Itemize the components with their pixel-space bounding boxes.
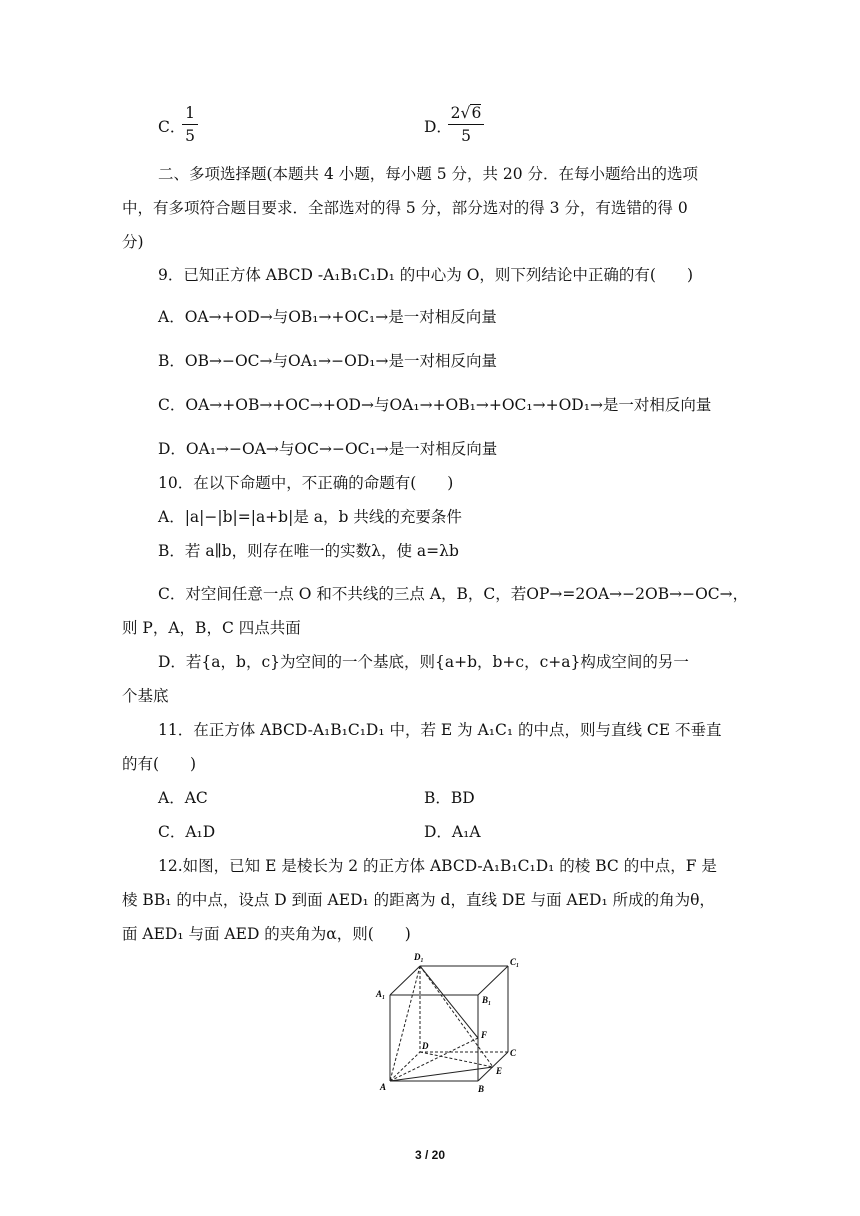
q11-option-d: D．A₁A xyxy=(424,823,481,841)
label-C: C xyxy=(510,1048,517,1058)
q10-option-a: A．|a|−|b|=|a+b|是 a，b 共线的充要条件 xyxy=(158,508,462,526)
q11-option-a: A．AC xyxy=(158,789,208,807)
q11-option-c: C．A₁D xyxy=(158,823,216,841)
q10-option-c-line2: 则 P，A，B，C 四点共面 xyxy=(122,619,301,637)
label-F: F xyxy=(481,1030,488,1040)
q8-option-d-radicand: 6 xyxy=(471,104,482,122)
q8-option-d-fraction: 2√6 5 xyxy=(448,103,484,146)
q10-stem: 10．在以下命题中，不正确的命题有( ) xyxy=(158,474,454,492)
q8-option-d-label: D． xyxy=(424,118,452,136)
q12-line3: 面 AED₁ 与面 AED 的夹角为α，则( ) xyxy=(122,925,411,943)
q9-option-b: B．OB→−OC→与OA₁→−OD₁→是一对相反向量 xyxy=(158,352,497,370)
section2-line1: 二、多项选择题(本题共 4 小题，每小题 5 分，共 20 分．在每小题给出的选项 xyxy=(158,165,699,183)
label-B: B xyxy=(478,1084,485,1094)
q8-option-c-denominator: 5 xyxy=(185,127,195,145)
label-D: D xyxy=(422,1041,429,1051)
q10-option-d-line1: D．若{a，b，c}为空间的一个基底，则{a+b，b+c，c+a}构成空间的另一 xyxy=(158,653,689,671)
label-A: A xyxy=(380,1082,387,1092)
section2-line3: 分) xyxy=(122,233,144,251)
q11-option-b: B．BD xyxy=(424,789,475,807)
label-C1: C₁ xyxy=(510,957,520,967)
q8-option-d-denominator: 5 xyxy=(461,127,471,145)
q10-option-b: B．若 a∥b，则存在唯一的实数λ，使 a=λb xyxy=(158,542,459,560)
q9-option-a: A．OA→+OD→与OB₁→+OC₁→是一对相反向量 xyxy=(158,308,497,326)
label-B1: B₁ xyxy=(482,995,492,1005)
q8-option-d-coef: 2 xyxy=(450,104,461,122)
q11-stem-line2: 的有( ) xyxy=(122,755,197,773)
q10-option-c-line1: C．对空间任意一点 O 和不共线的三点 A，B，C，若OP→=2OA→−2OB→−OC→， xyxy=(158,585,749,603)
q9-option-c: C．OA→+OB→+OC→+OD→与OA₁→+OB₁→+OC₁→+OD₁→是一对相反向量 xyxy=(158,396,712,414)
q9-stem: 9．已知正方体 ABCD -A₁B₁C₁D₁ 的中心为 O，则下列结论中正确的有( ) xyxy=(158,266,693,284)
section2-line2: 中，有多项符合题目要求．全部选对的得 5 分，部分选对的得 3 分，有选错的得 0 xyxy=(122,199,688,217)
label-A1: A₁ xyxy=(376,989,386,999)
q12-line1: 12.如图，已知 E 是棱长为 2 的正方体 ABCD-A₁B₁C₁D₁ 的棱 BC 的中点，F 是 xyxy=(158,857,717,875)
cube-figure xyxy=(370,950,550,1100)
q11-stem-line1: 11．在正方体 ABCD-A₁B₁C₁D₁ 中，若 E 为 A₁C₁ 的中点，则与直线 CE 不垂直 xyxy=(158,721,722,739)
q8-option-c-fraction xyxy=(182,103,198,146)
q9-option-d: D．OA₁→−OA→与OC→−OC₁→是一对相反向量 xyxy=(158,440,498,458)
label-D1: D₁ xyxy=(414,952,424,962)
q12-line2: 棱 BB₁ 的中点，设点 D 到面 AED₁ 的距离为 d，直线 DE 与面 AED₁ 所成的角为θ， xyxy=(122,891,715,909)
q8-option-c-numerator: 1 xyxy=(185,104,195,122)
page-number: 3 / 20 xyxy=(414,1148,446,1162)
q10-option-d-line2: 个基底 xyxy=(122,687,169,705)
q8-option-c-label: C． xyxy=(158,118,186,136)
label-E: E xyxy=(496,1066,503,1076)
